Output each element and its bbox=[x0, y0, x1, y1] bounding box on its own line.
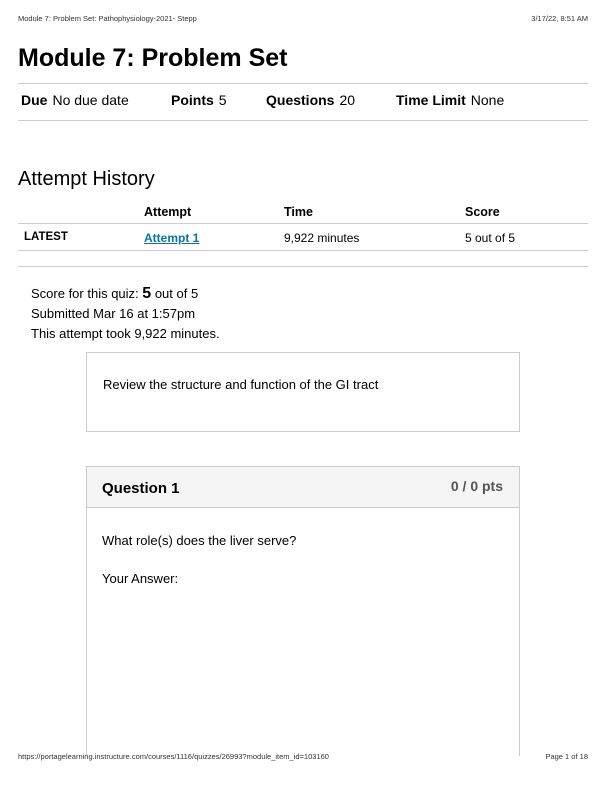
score-prefix: Score for this quiz: bbox=[31, 286, 139, 301]
your-answer-label: Your Answer: bbox=[102, 571, 179, 586]
due-info bbox=[21, 92, 129, 108]
due-value: No due date bbox=[52, 92, 129, 108]
print-datetime: 3/17/22, 8:51 AM bbox=[531, 14, 588, 23]
print-doc-title: Module 7: Problem Set: Pathophysiology-2021- Stepp bbox=[18, 14, 197, 23]
print-url: https://portagelearning.instructure.com/courses/1116/quizzes/26993?module_item_id=103160 bbox=[18, 752, 329, 761]
print-footer bbox=[18, 752, 588, 761]
due-label: Due bbox=[21, 92, 48, 108]
time-limit-info bbox=[396, 92, 504, 108]
question-title: Question 1 bbox=[102, 480, 180, 497]
duration-line: This attempt took 9,922 minutes. bbox=[31, 326, 220, 341]
column-header-attempt: Attempt bbox=[144, 205, 192, 219]
page-title: Module 7: Problem Set bbox=[18, 44, 288, 72]
latest-label: LATEST bbox=[24, 231, 68, 243]
attempt-1-link[interactable]: Attempt 1 bbox=[144, 231, 200, 245]
time-limit-label: Time Limit bbox=[396, 92, 466, 108]
questions-label: Questions bbox=[266, 92, 335, 108]
table-header-row bbox=[18, 200, 588, 224]
score-suffix: out of 5 bbox=[154, 286, 199, 301]
question-points: 0 / 0 pts bbox=[450, 478, 503, 494]
divider bbox=[18, 120, 588, 121]
points-value: 5 bbox=[218, 92, 227, 108]
attempt-score: 5 out of 5 bbox=[465, 231, 516, 245]
table-row bbox=[18, 224, 588, 251]
points-label: Points bbox=[171, 92, 214, 108]
attempt-time: 9,922 minutes bbox=[284, 231, 360, 245]
question-header bbox=[87, 467, 519, 508]
question-1-box bbox=[86, 466, 520, 756]
column-header-time: Time bbox=[284, 205, 313, 219]
submitted-line: Submitted Mar 16 at 1:57pm bbox=[31, 306, 196, 321]
score-value: 5 bbox=[142, 285, 152, 302]
time-limit-value: None bbox=[470, 92, 505, 108]
divider bbox=[18, 83, 588, 84]
question-text: What role(s) does the liver serve? bbox=[102, 533, 297, 548]
intro-text: Review the structure and function of the GI tract bbox=[103, 377, 379, 392]
print-header bbox=[18, 14, 588, 23]
quiz-summary bbox=[31, 284, 220, 344]
questions-value: 20 bbox=[339, 92, 356, 108]
score-line bbox=[31, 284, 220, 304]
attempt-history-title: Attempt History bbox=[18, 168, 155, 190]
print-page-number: Page 1 of 18 bbox=[545, 752, 588, 761]
points-info bbox=[171, 92, 227, 108]
intro-box bbox=[86, 352, 520, 432]
column-header-score: Score bbox=[465, 205, 500, 219]
questions-info bbox=[266, 92, 355, 108]
attempt-history-table bbox=[18, 200, 588, 251]
divider bbox=[18, 266, 588, 267]
